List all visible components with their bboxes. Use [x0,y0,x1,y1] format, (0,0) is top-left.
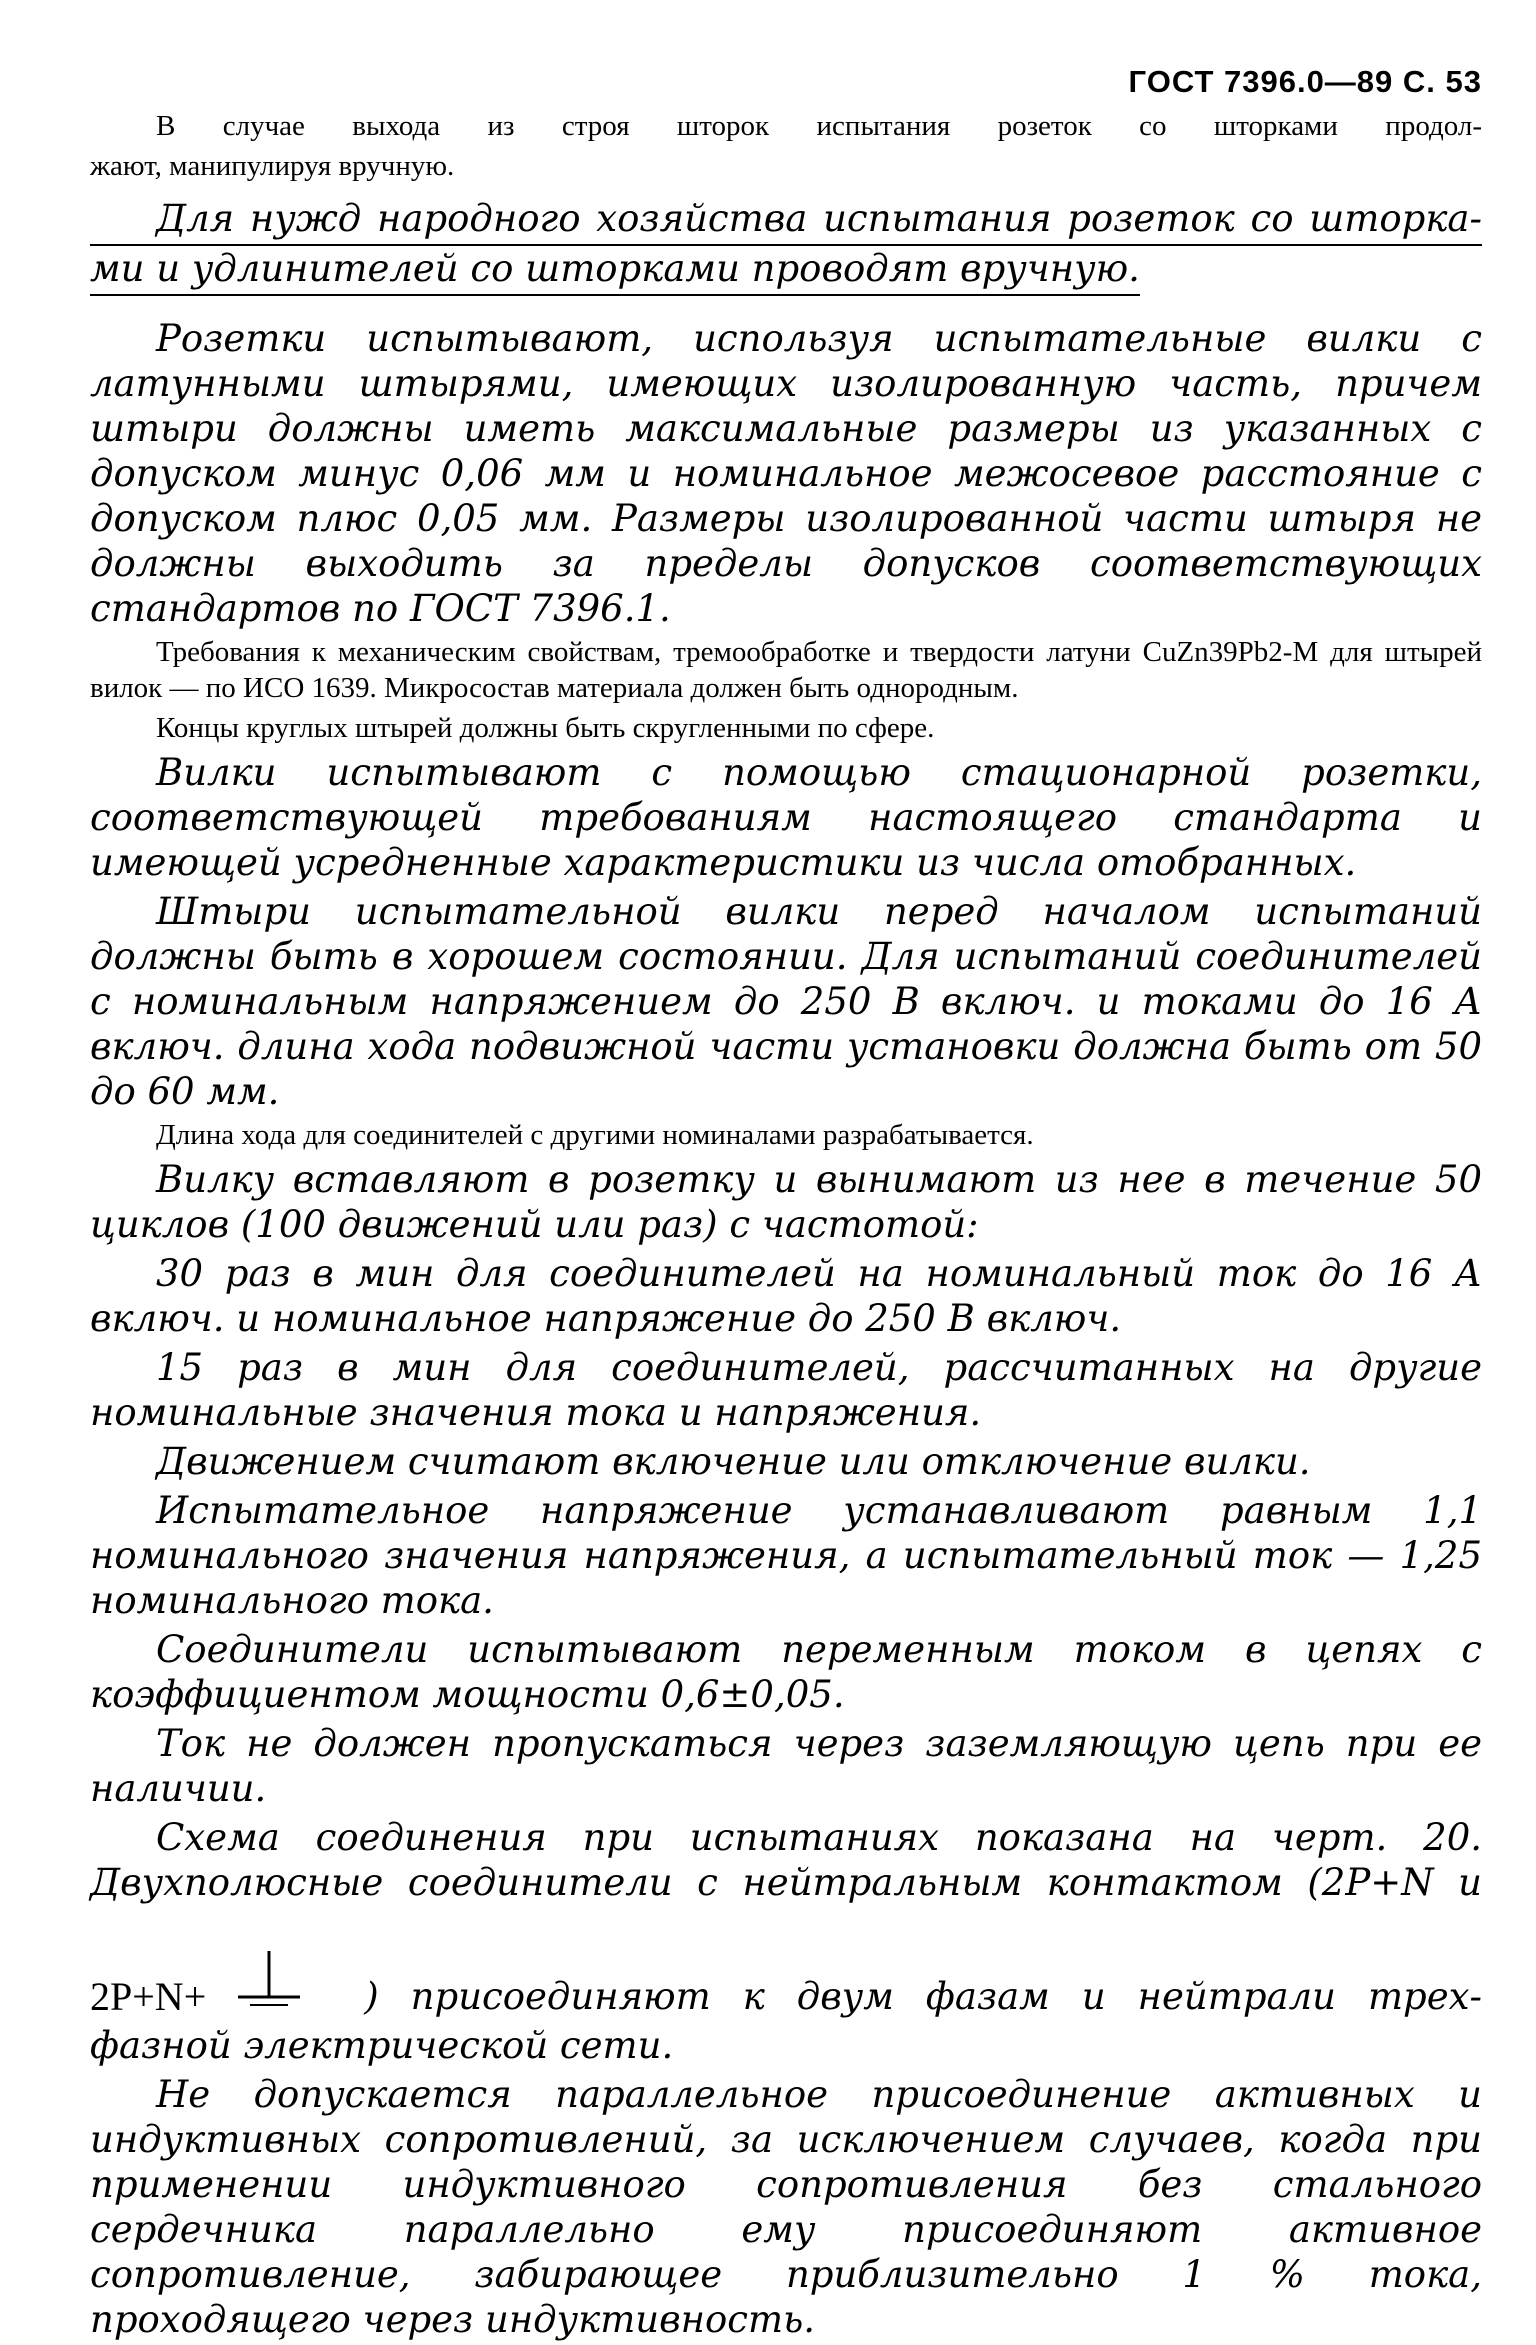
paragraph-earth-circuit: Ток не должен пропускаться через заземляющую цепь при ее наличии. [90,1722,1482,1810]
page-content [90,108,1482,2345]
page-header: ГОСТ 7396.0—89 С. 53 [1128,64,1482,99]
underlined-line-2: ми и удлинителей со шторками проводят вручную. [90,246,1140,296]
paragraph-stroke-length: Длина хода для соединителей с другими номиналами разрабатывается. [156,1119,1034,1151]
paragraph-pins-condition: Штыри испытательной вилки перед началом испытаний должны быть в хорошем состоянии. Для испытаний соединителей с номинальным напряжением до 250 В включ. и токами до 16 А включ. длина хода подвижной части установки должна быть от 50 до 60 мм. [90,890,1482,1113]
paragraph-15-per-min: 15 раз в мин для соединителей, рассчитанных на другие номинальные значения тока и напряжения. [90,1346,1482,1434]
formula-tail-text: ) присоединяют к двум фазам и нейтрали трех- [364,1975,1482,2018]
paragraph-shutter-failure-line1: В случае выхода из строя шторок испытания розеток со шторками продол- [156,110,1482,142]
paragraph-alternating-current: Соединители испытывают переменным током в цепях с коэффициентом мощности 0,6±0,05. [90,1628,1482,1716]
paragraph-pin-ends: Концы круглых штырей должны быть скругленными по сфере. [156,712,935,744]
paragraph-insert-cycles: Вилку вставляют в розетку и вынимают из нее в течение 50 циклов (100 движений или раз) с частотой: [90,1158,1482,1246]
paragraph-connection-scheme: Схема соединения при испытаниях показана на черт. 20. Двухполюсные соединители с нейтральным контактом (2P+N и [90,1816,1482,1904]
underlined-national-economy-note [90,196,1482,296]
underlined-line-1: Для нужд народного хозяйства испытания розеток со шторка- [90,196,1482,246]
paragraph-30-per-min: 30 раз в мин для соединителей на номинальный ток до 16 А включ. и номинальное напряжение до 250 В включ. [90,1252,1482,1340]
formula-2p-n: 2P+N+ [90,1974,207,2019]
paragraph-plugs-tested: Вилки испытывают с помощью стационарной розетки, соответствующей требованиям настоящего стандарта и имеющей усредненные характеристики из числа отобранных. [90,751,1482,884]
paragraph-test-plugs: Розетки испытывают, используя испытательные вилки с латунными штырями, имеющих изолированную часть, причем штыри должны иметь максимальные размеры из указанных с допуском минус 0,06 мм и номинальное межосевое расстояние с допуском плюс 0,05 мм. Размеры изолированной части штыря не должны выходить за пределы допусков соответствующих стандартов по ГОСТ 7396.1. [90,317,1482,630]
formula-line [90,1909,1482,2019]
paragraph-test-voltage: Испытательное напряжение устанавливают равным 1,1 номинального значения напряжения, а испытательный ток — 1,25 номинального тока. [90,1489,1482,1622]
ground-icon [234,1949,304,2013]
paragraph-three-phase: фазной электрической сети. [90,2024,674,2067]
paragraph-brass-requirements: Требования к механическим свойствам, тремообработке и твердости латуни CuZn39Pb2-M для штырей вилок — по ИСО 1639. Микросостав материала должен быть однородным. [90,636,1482,704]
paragraph-movement: Движением считают включение или отключение вилки. [156,1440,1311,1483]
paragraph-shutter-failure-line2: жают, манипулируя вручную. [90,150,455,182]
paragraph-parallel-connection: Не допускается параллельное присоединение активных и индуктивных сопротивлений, за исключением случаев, когда при применении индуктивного сопротивления без стального сердечника параллельно ему присоединяют активное сопротивление, забирающее приблизительно 1 % тока, проходящего через индуктивность. [90,2073,1482,2341]
